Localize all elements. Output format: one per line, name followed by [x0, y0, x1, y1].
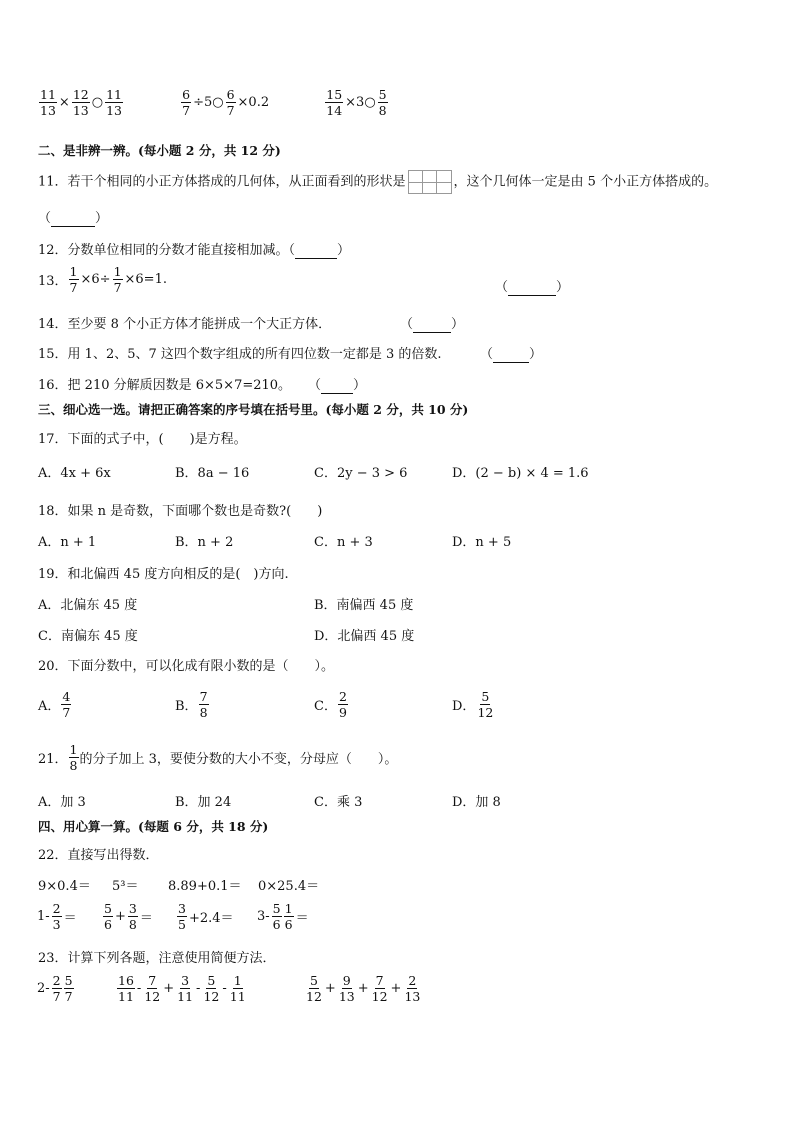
option-20-d[interactable]: D． $\frac{5}{12}$: [452, 689, 494, 721]
answer-paren-16[interactable]: （ ）: [308, 378, 367, 393]
fraction: $\frac{5}{12}$: [203, 973, 220, 1005]
fraction: $\frac{15}{14}$: [326, 87, 343, 119]
fraction: $\frac{9}{13}$: [338, 973, 355, 1005]
fraction: $\frac{5}{12}$: [477, 689, 494, 721]
front-view-grid-icon: [408, 170, 452, 194]
calc-item: 3- $\frac{5}{6}$ $\frac{1}{6}$ ＝: [257, 901, 309, 933]
section-heading-2: 二、是非辨一辨。(每小题 2 分，共 12 分): [38, 143, 281, 158]
fraction: $\frac{4}{7}$: [62, 689, 71, 721]
calc-item: $\frac{3}{5}$ +2.4＝: [178, 901, 234, 933]
question-18-stem: 18．如果 n 是奇数，下面哪个数也是奇数?( ): [38, 504, 323, 519]
question-20-stem: 20．下面分数中，可以化成有限小数的是（ ）。: [38, 659, 335, 674]
option-19-d[interactable]: D．北偏西 45 度: [314, 629, 415, 644]
answer-blank[interactable]: [51, 211, 95, 227]
question-21-stem: 21． $\frac{1}{8}$ 的分子加上 3，要使分数的大小不变，分母应（ ）。: [38, 742, 398, 774]
question-13: 13． $\frac{1}{7}$ ×6÷ $\frac{1}{7}$ ×6=1.: [38, 264, 167, 296]
answer-paren-13[interactable]: （ ）: [495, 280, 570, 295]
question-22-stem: 22．直接写出得数．: [38, 848, 159, 863]
fraction: $\frac{12}{13}$: [72, 87, 89, 119]
question-14: 14．至少要 8 个小正方体才能拼成一个大正方体．: [38, 317, 332, 332]
option-21-c[interactable]: C．乘 3: [314, 795, 363, 810]
calc-expression: $\frac{16}{11}$ - $\frac{7}{12}$ + $\frac{3}{11}$ - $\frac{5}{12}$ - $\frac{1}{11}$: [118, 973, 246, 1005]
option-17-d[interactable]: D．(2 − b) × 4 = 1.6: [452, 466, 589, 481]
question-12: 12．分数单位相同的分数才能直接相加减。（ ）: [38, 243, 351, 258]
fraction: $\frac{2}{7}$: [52, 973, 61, 1005]
calc-item: 9×0.4＝: [38, 879, 91, 894]
fraction: $\frac{1}{7}$: [113, 264, 122, 296]
calc-item: 1- $\frac{2}{3}$ ＝: [37, 901, 77, 933]
answer-blank[interactable]: [295, 243, 337, 259]
compare-row: [38, 88, 389, 117]
fraction: $\frac{2}{13}$: [404, 973, 421, 1005]
compare-expr-2: $\frac{6}{7}$ ÷5○ $\frac{6}{7}$ ×0.2: [182, 87, 270, 119]
answer-paren-11[interactable]: （ ）: [38, 211, 109, 226]
option-20-b[interactable]: B． $\frac{7}{8}$: [175, 689, 208, 721]
calc-item: $\frac{5}{6}$ + $\frac{3}{8}$ ＝: [104, 901, 153, 933]
calc-item: 0×25.4＝: [258, 879, 320, 894]
fraction: $\frac{2}{3}$: [52, 901, 61, 933]
fraction: $\frac{1}{6}$: [284, 901, 293, 933]
question-23-stem: 23．计算下列各题，注意使用简便方法．: [38, 951, 276, 966]
fraction: $\frac{3}{11}$: [177, 973, 194, 1005]
fraction: $\frac{2}{9}$: [338, 689, 347, 721]
fraction: $\frac{11}{13}$: [106, 87, 122, 119]
fraction: $\frac{1}{7}$: [69, 264, 78, 296]
fraction: $\frac{5}{12}$: [306, 973, 322, 1005]
section-heading-3: 三、细心选一选。请把正确答案的序号填在括号里。(每小题 2 分，共 10 分): [38, 402, 469, 417]
question-19-stem: 19．和北偏西 45 度方向相反的是( )方向.: [38, 567, 289, 582]
section-heading-4: 四、用心算一算。(每题 6 分，共 18 分): [38, 819, 269, 834]
answer-blank[interactable]: [508, 280, 556, 296]
option-19-a[interactable]: A．北偏东 45 度: [38, 598, 138, 613]
fraction: $\frac{1}{8}$: [69, 742, 78, 774]
option-19-b[interactable]: B．南偏西 45 度: [314, 598, 414, 613]
calc-item: 8.89+0.1＝: [168, 879, 242, 894]
question-11: 11．若干个相同的小正方体搭成的几何体，从正面看到的形状是 ，这个几何体一定是由 5 个小正方体搭成的。: [38, 170, 717, 194]
compare-circle[interactable]: ○: [91, 95, 104, 111]
option-20-a[interactable]: A． $\frac{4}{7}$: [38, 689, 71, 721]
question-17-stem: 17．下面的式子中，( )是方程。: [38, 432, 247, 447]
fraction: $\frac{7}{8}$: [199, 689, 208, 721]
fraction: $\frac{1}{11}$: [229, 973, 246, 1005]
option-18-b[interactable]: B．n + 2: [175, 535, 234, 550]
option-19-c[interactable]: C．南偏东 45 度: [38, 629, 138, 644]
option-21-d[interactable]: D．加 8: [452, 795, 501, 810]
compare-expr-1: $\frac{11}{13}$ × $\frac{12}{13}$ ○ $\frac{11}{13}$: [40, 87, 122, 119]
fraction: $\frac{6}{7}$: [182, 87, 191, 119]
question-15: 15．用 1、2、5、7 这四个数字组成的所有四位数一定都是 3 的倍数.: [38, 347, 442, 362]
option-18-d[interactable]: D．n + 5: [452, 535, 512, 550]
answer-blank[interactable]: [413, 317, 451, 333]
option-17-a[interactable]: A．4x + 6x: [38, 466, 111, 481]
fraction: $\frac{3}{5}$: [178, 901, 186, 933]
option-18-c[interactable]: C．n + 3: [314, 535, 373, 550]
answer-blank[interactable]: [493, 347, 529, 363]
calc-expression: $\frac{5}{12}$ + $\frac{9}{13}$ + $\frac{7}{12}$ + $\frac{2}{13}$: [306, 973, 421, 1005]
answer-blank[interactable]: [321, 378, 353, 394]
fraction: $\frac{6}{7}$: [226, 87, 235, 119]
calc-item: 5³＝: [112, 879, 139, 894]
calc-expression: 2- $\frac{2}{7}$ $\frac{5}{7}$: [37, 973, 73, 1005]
answer-paren-15[interactable]: （ ）: [480, 347, 543, 362]
fraction: $\frac{5}{6}$: [104, 901, 112, 933]
question-16: 16．把 210 分解质因数是 6×5×7=210。: [38, 378, 292, 393]
option-20-c[interactable]: C． $\frac{2}{9}$: [314, 689, 347, 721]
fraction: $\frac{5}{8}$: [378, 87, 387, 119]
option-18-a[interactable]: A．n + 1: [38, 535, 97, 550]
fraction: $\frac{11}{13}$: [40, 87, 56, 119]
compare-expr-3: $\frac{15}{14}$ ×3○ $\frac{5}{8}$: [326, 87, 387, 119]
fraction: $\frac{5}{6}$: [272, 901, 281, 933]
fraction: $\frac{3}{8}$: [128, 901, 137, 933]
fraction: $\frac{5}{7}$: [64, 973, 73, 1005]
option-21-b[interactable]: B．加 24: [175, 795, 232, 810]
option-21-a[interactable]: A．加 3: [38, 795, 86, 810]
option-17-b[interactable]: B．8a − 16: [175, 466, 250, 481]
fraction: $\frac{7}{12}$: [371, 973, 388, 1005]
option-17-c[interactable]: C．2y − 3 > 6: [314, 466, 408, 481]
answer-paren-14[interactable]: （ ）: [400, 317, 465, 332]
fraction: $\frac{16}{11}$: [118, 973, 134, 1005]
fraction: $\frac{7}{12}$: [144, 973, 161, 1005]
